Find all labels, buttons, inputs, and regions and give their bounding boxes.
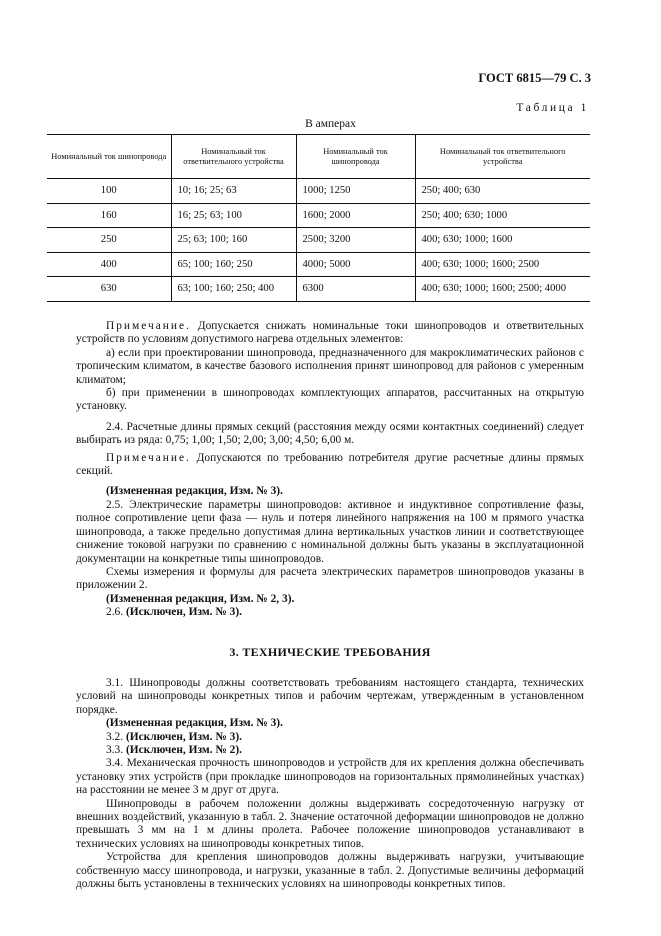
clause-3-4-text: Шинопроводы в рабочем положении должны выдерживать сосредоточенную нагрузку от внешних воздействий, указанную в табл. 2. Значение остаточной деформации шинопроводов не должно превышать 3 мм на 1 м длины пролета. Рабочее положение шинопроводов устанавливают в технических условиях на шинопроводы конкретных типов. [76,797,584,850]
note-text: Допускается снижать номинальные токи шинопроводов и ответвительных устройств по условиям допустимого нагрева отдельных элементов: [76,320,584,346]
current-ratings-table [47,134,590,302]
column-header: Номинальный ток шинопровода [47,135,171,179]
clause-3-4-text: Устройства для крепления шинопроводов должны выдерживать нагрузки, учитывающие собственную массу шинопровода, и нагрузки, указанные в табл. 2. Допустимые величины деформаций должны быть установлены в технических условиях на шинопроводы конкретных типов. [76,851,584,891]
table-cell: 630 [47,277,171,302]
clause-2-4-note [76,452,584,479]
table-cell: 6300 [296,277,415,302]
table-cell: 65; 100; 160; 250 [171,252,296,277]
note-label: Примечание. [106,320,191,332]
table-note [76,320,584,347]
document-body [76,320,584,891]
table-cell: 400; 630; 1000; 1600; 2500; 4000 [415,277,590,302]
clause-3-3: 3.3. (Исключен, Изм. № 2). [106,743,242,756]
table-cell: 63; 100; 160; 250; 400 [171,277,296,302]
table-cell: 400; 630; 1000; 1600 [415,228,590,253]
table-cell: 250 [47,228,171,253]
section-heading: 3. ТЕХНИЧЕСКИЕ ТРЕБОВАНИЯ [229,644,431,659]
table-cell: 250; 400; 630; 1000 [415,203,590,228]
note-item-a: а) если при проектировании шинопровода, предназначенного для макроклиматических районов с тропическим климатом, в качестве базового исполнения принят шинопровод для районов с умеренным климатом; [76,346,584,386]
table-row [47,228,590,253]
amendment-note: (Измененная редакция, Изм. № 3). [106,717,283,730]
clause-3-4: 3.4. Механическая прочность шинопроводов и устройств для их крепления должна обеспечивать установку этих устройств (при прокладке шинопроводов на горизонтальных прямолинейных участках) на расстоянии не менее 3 м друг от друга. [76,757,584,797]
table-units: В амперах [305,118,356,130]
table-cell: 4000; 5000 [296,252,415,277]
table-cell: 1000; 1250 [296,179,415,204]
table-cell: 1600; 2000 [296,203,415,228]
table-row [47,179,590,204]
table-cell: 25; 63; 100; 160 [171,228,296,253]
table-cell: 16; 25; 63; 100 [171,203,296,228]
clause-3-2: 3.2. (Исключен, Изм. № 3). [106,730,242,743]
table-cell: 10; 16; 25; 63 [171,179,296,204]
column-header: Номинальный ток ответвительного устройства [415,135,590,179]
table-row [47,203,590,228]
table-cell: 400 [47,252,171,277]
clause-3-1: 3.1. Шинопроводы должны соответствовать требованиям настоящего стандарта, технических условий на шинопроводы конкретных типов и рабочим чертежам, утвержденным в установленном порядке. [76,676,584,716]
table-cell: 100 [47,179,171,204]
column-header: Номинальный ток шинопровода [296,135,415,179]
page-header: ГОСТ 6815—79 С. 3 [478,71,591,85]
clause-2-6: 2.6. (Исключен, Изм. № 3). [106,606,242,619]
column-header: Номинальный ток ответвительного устройства [171,135,296,179]
clause-2-5-text: Схемы измерения и формулы для расчета электрических параметров шинопроводов указаны в приложении 2. [76,565,584,592]
note-label: Примечание. [106,451,191,464]
amendment-note: (Измененная редакция, Изм. № 2, 3). [106,592,295,605]
table-cell: 400; 630; 1000; 1600; 2500 [415,252,590,277]
table-cell: 250; 400; 630 [415,179,590,204]
clause-2-5: 2.5. Электрические параметры шинопроводов: активное и индуктивное сопротивление фазы, полное сопротивление цепи фаза — нуль и потеря линейного напряжения на 100 м прямого участка шинопровода, а также предельно допустимая длина вертикальных участков линии и соответствующее снижение токовой нагрузки по сравнению с номинальной должны быть указаны в эксплуатационной документации на конкретные типы шинопроводов. [76,498,584,565]
note-text: Допускаются по требованию потребителя другие расчетные длины прямых секций. [76,451,584,478]
amendment-note: (Измененная редакция, Изм. № 3). [106,485,283,498]
table-label: Таблица 1 [516,102,589,114]
table-cell: 160 [47,203,171,228]
table-row [47,277,590,302]
table-cell: 2500; 3200 [296,228,415,253]
clause-2-4: 2.4. Расчетные длины прямых секций (расстояния между осями контактных соединений) следует выбирать из ряда: 0,75; 1,00; 1,50; 2,00; 3,00; 4,50; 6,00 м. [76,420,584,447]
table-row [47,252,590,277]
note-item-b: б) при применении в шинопроводах комплектующих аппаратов, рассчитанных на открытую установку. [76,387,584,413]
